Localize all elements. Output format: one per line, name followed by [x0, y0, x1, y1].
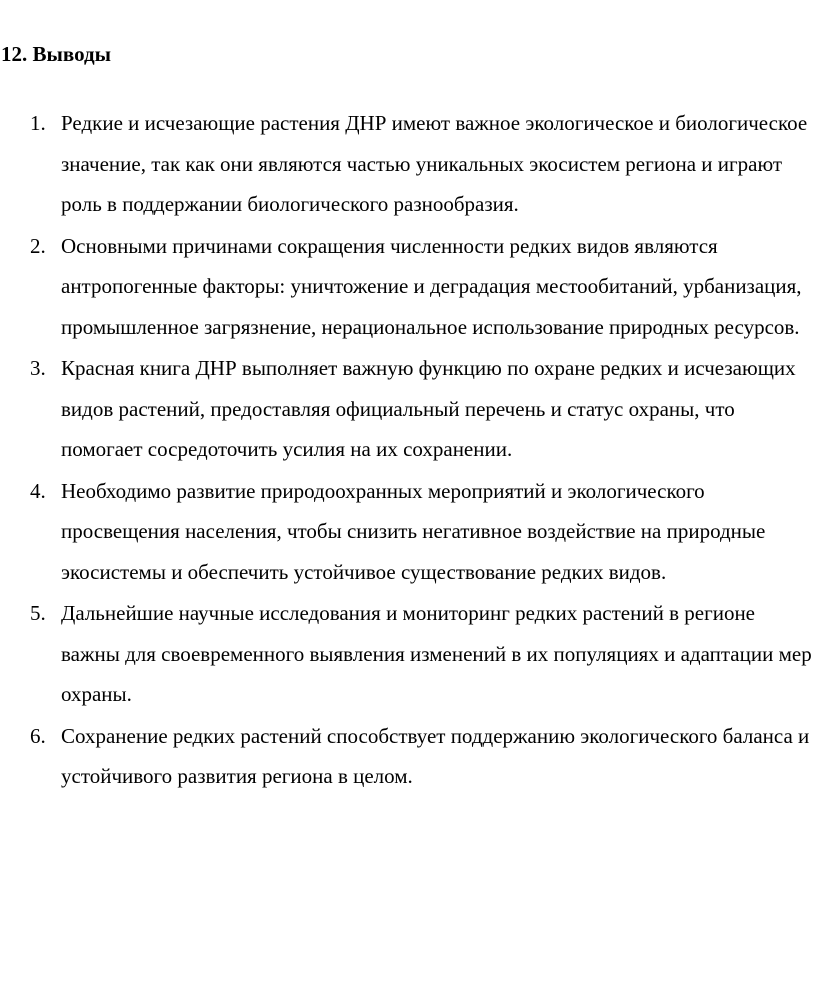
list-item — [0, 716, 816, 797]
text-line: Красная книга ДНР выполняет важную функцию по охране редких и — [61, 356, 679, 380]
list-item — [0, 471, 816, 593]
text-line: природных ресурсов. — [609, 314, 800, 339]
conclusions-list — [0, 103, 816, 798]
text-line: Сохранение редких растений способствует поддержанию экологического — [61, 723, 718, 748]
item-number: 4. — [30, 478, 46, 503]
text-line: баланса и устойчивого развития региона в целом. — [61, 723, 810, 788]
item-text — [61, 716, 816, 797]
text-line: Основными причинами сокращения численности редких видов являются — [61, 233, 718, 258]
item-text — [61, 593, 816, 715]
text-line: биологическое значение, так как они являются частью уникальных — [61, 111, 808, 176]
list-item — [0, 103, 816, 225]
text-line: видов. — [608, 559, 667, 584]
text-line: разнообразия. — [393, 192, 519, 216]
text-line: популяциях и адаптации мер охраны. — [61, 641, 812, 706]
item-number: 1. — [30, 111, 46, 135]
text-line: Необходимо развитие природоохранных мероприятий и экологического — [61, 478, 705, 503]
item-number: 5. — [30, 601, 46, 625]
section-heading: 12. Выводы — [1, 42, 112, 66]
list-item — [0, 593, 816, 715]
list-item — [0, 226, 816, 348]
text-line: антропогенные факторы: уничтожение и деградация местообитаний, — [61, 274, 678, 298]
text-line: статус охраны, что помогает сосредоточить усилия на их сохранении. — [61, 396, 735, 461]
text-line: экосистем региона и играют роль в поддержании биологического — [61, 151, 783, 216]
item-text — [61, 103, 816, 225]
list-item — [0, 348, 816, 470]
item-text — [61, 471, 816, 593]
item-text — [61, 348, 816, 470]
item-number: 6. — [30, 723, 46, 748]
text-line: Редкие и исчезающие растения ДНР имеют важное экологическое и — [61, 111, 670, 135]
text-line: урбанизация, промышленное загрязнение, нерациональное использование — [61, 274, 802, 339]
item-number: 2. — [30, 233, 46, 258]
text-line: исчезающих видов растений, предоставляя официальный перечень и — [61, 356, 796, 421]
text-line: Дальнейшие научные исследования и мониторинг редких растений в — [61, 601, 680, 625]
item-text — [61, 226, 816, 348]
item-number: 3. — [30, 356, 46, 380]
text-line: просвещения населения, чтобы снизить негативное воздействие на — [61, 519, 662, 543]
text-line: регионе важны для своевременного выявления изменений в их — [61, 601, 755, 666]
text-line: природные экосистемы и обеспечить устойчивое существование редких — [61, 519, 766, 584]
